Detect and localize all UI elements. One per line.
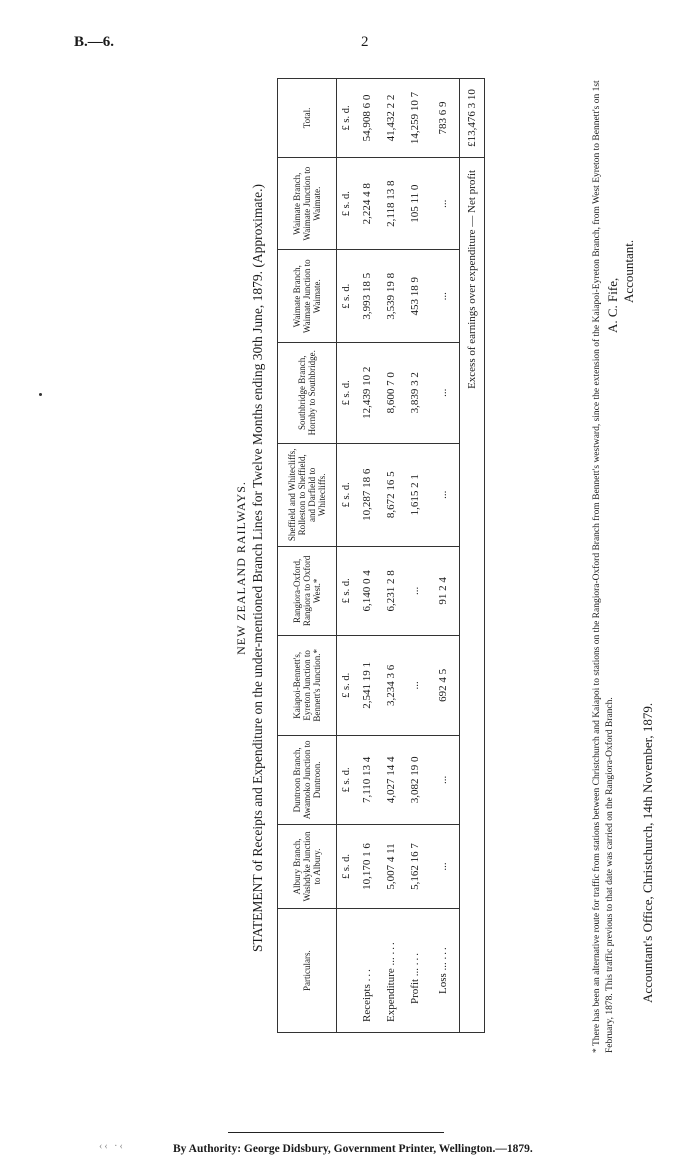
row-label: Profit ... [409, 967, 421, 1004]
units-cell: £ s. d. [337, 824, 356, 909]
column-header: Total. [278, 79, 337, 158]
value-cell: ... [427, 157, 460, 250]
value-cell: 2,541 19 1 [355, 635, 379, 735]
table-row-receipts [355, 79, 379, 1033]
signature-name: A. C. Fife, [605, 277, 620, 333]
value-cell: 8,600 7 0 [379, 343, 403, 444]
table-row-profit [403, 79, 427, 1033]
printer-imprint: By Authority: George Didsbury, Government Printer, Wellington.—1879. [173, 1143, 533, 1155]
value-cell: ... [427, 250, 460, 343]
value-cell: ... [403, 635, 427, 735]
total-cell: 783 6 9 [427, 79, 460, 158]
column-header: Sheffield and Whitecliffs, Rolleston to Sheffield, and Darfield to Whitecliffs. [278, 443, 337, 547]
column-header: Rangiora-Oxford, Rangiora to Oxford West.* [278, 547, 337, 636]
statement-table [277, 78, 485, 1033]
value-cell: 12,439 10 2 [355, 343, 379, 444]
value-cell: 3,839 3 2 [403, 343, 427, 444]
column-header: Albury Branch, Washdyke Junction to Albury. [278, 824, 337, 909]
imprint-rule [228, 1132, 444, 1133]
value-cell: 10,170 1 6 [355, 824, 379, 909]
header-row [278, 79, 337, 1033]
value-cell: 1,615 2 1 [403, 443, 427, 547]
value-cell: 453 18 9 [403, 250, 427, 343]
column-header: Duntroon Branch, Awamoko Junction to Duntroon. [278, 736, 337, 825]
leader-dots: ... [385, 940, 397, 955]
total-cell: 54,908 6 0 [361, 94, 373, 142]
table-row-net-profit [460, 79, 485, 1033]
units-cell: £ s. d. [337, 343, 356, 444]
column-header: Waimate Branch, Waimate Junction to Waimate. [278, 157, 337, 250]
units-cell: £ s. d. [337, 157, 356, 250]
value-cell: ... [427, 824, 460, 909]
value-cell: 3,082 19 0 [403, 736, 427, 825]
footnote: * There has been an alternative route for traffic from stations between Christchurch and Kaiapoi to stations on the Rangiora-Oxford Branch from Bennett's westward, since the extension of the Kaiapoi-Eyreton Branch, from West Eyreton to Bennett's on 1st February, 1878. This traffic previous to that date was carried on the Rangiora-Oxford Branch. [592, 80, 615, 1053]
page-number: 2 [361, 34, 369, 50]
value-cell: 4,027 14 4 [379, 736, 403, 825]
column-header: Southbridge Branch, Hornby to Southbridge. [278, 343, 337, 444]
value-cell: ... [427, 736, 460, 825]
row-label: Expenditure ... [385, 957, 397, 1022]
table-row-loss [427, 79, 460, 1033]
value-cell: 2,224 4 8 [355, 157, 379, 250]
value-cell: 2,118 13 8 [379, 157, 403, 250]
leader-dots: ... [409, 950, 421, 966]
value-cell: 3,993 18 5 [355, 250, 379, 343]
value-cell: 5,007 4 11 [379, 824, 403, 909]
units-cell: £ s. d. [337, 250, 356, 343]
row-label: Receipts [361, 984, 373, 1022]
value-cell: 105 11 0 [403, 157, 427, 250]
value-cell: ... [427, 343, 460, 444]
total-cell: 14,259 10 7 [409, 91, 421, 145]
value-cell: 5,162 16 7 [403, 824, 427, 909]
units-row [337, 79, 356, 1033]
value-cell: 6,140 0 4 [355, 547, 379, 636]
units-cell: £ s. d. [337, 736, 356, 825]
table-row-expenditure [379, 79, 403, 1033]
net-profit-label: Excess of earnings over expenditure — Net profit [460, 157, 485, 1032]
value-cell: 91 2 4 [427, 547, 460, 636]
document-reference: B.—6. [74, 34, 115, 50]
value-cell: 3,234 3 6 [379, 635, 403, 735]
units-cell: £ s. d. [337, 635, 356, 735]
leader-dots: ... [361, 967, 373, 982]
value-cell: 7,110 13 4 [355, 736, 379, 825]
value-cell: 8,672 16 5 [379, 443, 403, 547]
net-profit-value: £13,476 3 10 [466, 89, 478, 147]
column-header: Kaiapoi-Bennett's, Eyreton Junction to Bennett's Junction.* [278, 635, 337, 735]
stray-mark [39, 393, 42, 396]
value-cell: 6,231 2 8 [379, 547, 403, 636]
column-header: Waimate Branch, Waimate Junction to Waimate. [278, 250, 337, 343]
value-cell: 10,287 18 6 [355, 443, 379, 547]
units-cell: £ s. d. [337, 547, 356, 636]
value-cell: 3,539 19 8 [379, 250, 403, 343]
row-label: Loss ... [437, 962, 449, 994]
value-cell: 692 4 5 [427, 635, 460, 735]
stray-marks: ‹‹ ·‹ [99, 1141, 125, 1152]
signature-title: Accountant. [621, 239, 636, 303]
document-heading: NEW ZEALAND RAILWAYS. [234, 481, 248, 655]
units-cell: £ s. d. [337, 443, 356, 547]
value-cell: ... [403, 547, 427, 636]
leader-dots: ... [437, 945, 449, 960]
column-header: Particulars. [278, 909, 337, 1033]
units-cell: £ s. d. [340, 105, 352, 131]
rotated-statement [227, 43, 700, 1093]
statement-title: STATEMENT of Receipts and Expenditure on the under-mentioned Branch Lines for Twelve Months ending 30th June, 1879. (Approximate.) [250, 183, 265, 953]
office-dateline: Accountant's Office, Christchurch, 14th November, 1879. [640, 702, 655, 1003]
total-cell: 41,432 2 2 [385, 94, 397, 142]
value-cell: ... [427, 443, 460, 547]
